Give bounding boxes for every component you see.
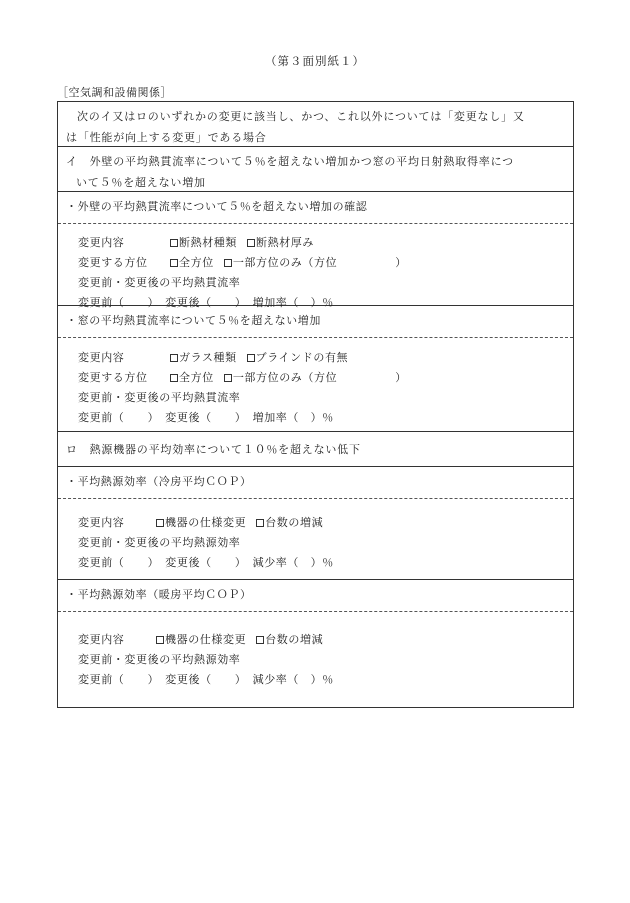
wall-content-line: [78, 233, 567, 253]
cooling-opt1-checkbox[interactable]: [156, 519, 164, 527]
wall-opt2-label: 断熱材厚み: [256, 236, 314, 249]
wall-direction-line: [78, 253, 567, 273]
page-title: （第３面別紙１）: [265, 54, 365, 68]
cooling-opt2-checkbox[interactable]: [256, 519, 264, 527]
wall-opt1-label: 断熱材種類: [179, 236, 237, 249]
intro-line-1: 次のイ又はロのいずれかの変更に該当し、かつ、これ以外については「変更なし」又: [77, 110, 525, 123]
cooling-content-label: 変更内容: [78, 516, 125, 529]
window-dir-opt1-label: 全方位: [179, 371, 214, 384]
window-block: [58, 306, 573, 432]
wall-dir-label: 変更する方位: [78, 256, 148, 269]
item-i-row: [58, 147, 573, 192]
cooling-values-line[interactable]: 変更前（ ） 変更後（ ） 減少率（ ）％: [78, 556, 334, 569]
heating-before-after-label: 変更前・変更後の平均熱源効率: [78, 653, 241, 666]
intro-row: [58, 102, 573, 147]
heating-heading: ・平均熱源効率（暖房平均ＣＯＰ）: [58, 580, 573, 612]
cooling-content-line: [78, 513, 567, 533]
window-values-line[interactable]: 変更前（ ） 変更後（ ） 増加率（ ）％: [78, 411, 334, 424]
item-ro-row: [58, 432, 573, 467]
window-opt1-label: ガラス種類: [179, 351, 237, 364]
heating-content-label: 変更内容: [78, 633, 125, 646]
wall-dir-opt1-label: 全方位: [179, 256, 214, 269]
wall-block: [58, 192, 573, 309]
window-opt1-checkbox[interactable]: [170, 354, 178, 362]
heating-block: [58, 580, 573, 707]
window-dir-opt2-checkbox[interactable]: [224, 374, 232, 382]
cooling-heading: ・平均熱源効率（冷房平均ＣＯＰ）: [58, 467, 573, 499]
window-dir-label: 変更する方位: [78, 371, 148, 384]
window-content-line: [78, 348, 567, 368]
cooling-before-after-label: 変更前・変更後の平均熱源効率: [78, 536, 241, 549]
intro-line-2: は「性能が向上する変更」である場合: [66, 131, 267, 144]
window-opt2-label: ブラインドの有無: [255, 351, 349, 364]
item-ro-text: ロ 熱源機器の平均効率について１０％を超えない低下: [66, 443, 361, 456]
item-i-line-1: イ 外壁の平均熱貫流率について５％を超えない増加かつ窓の平均日射熱取得率につ: [66, 155, 514, 168]
heating-opt2-label: 台数の増減: [265, 633, 324, 646]
wall-opt1-checkbox[interactable]: [170, 239, 178, 247]
section-label: ［空気調和設備関係］: [57, 86, 172, 99]
window-before-after-label: 変更前・変更後の平均熱貫流率: [78, 391, 241, 404]
wall-dir-opt1-checkbox[interactable]: [170, 259, 178, 267]
cooling-block: [58, 467, 573, 580]
heating-opt2-checkbox[interactable]: [256, 636, 264, 644]
window-dir-opt2-label: 一部方位のみ（方位 ）: [232, 371, 407, 384]
wall-content-label: 変更内容: [78, 236, 125, 249]
wall-heading: ・外壁の平均熱貫流率について５％を超えない増加の確認: [58, 192, 573, 224]
cooling-opt2-label: 台数の増減: [265, 516, 324, 529]
wall-dir-opt2-label: 一部方位のみ（方位 ）: [232, 256, 407, 269]
heating-opt1-label: 機器の仕様変更: [165, 633, 247, 646]
item-i-line-2: いて５％を超えない増加: [76, 176, 206, 189]
heating-content-line: [78, 630, 567, 650]
heating-opt1-checkbox[interactable]: [156, 636, 164, 644]
wall-values-line[interactable]: 変更前（ ） 変更後（ ） 増加率（ ）％: [78, 296, 334, 309]
window-heading: ・窓の平均熱貫流率について５％を超えない増加: [58, 306, 573, 338]
wall-before-after-label: 変更前・変更後の平均熱貫流率: [78, 276, 241, 289]
window-opt2-checkbox[interactable]: [247, 354, 255, 362]
window-dir-opt1-checkbox[interactable]: [170, 374, 178, 382]
window-direction-line: [78, 368, 567, 388]
wall-dir-opt2-checkbox[interactable]: [224, 259, 232, 267]
cooling-opt1-label: 機器の仕様変更: [165, 516, 247, 529]
form-table: [57, 101, 574, 708]
window-content-label: 変更内容: [78, 351, 125, 364]
wall-opt2-checkbox[interactable]: [247, 239, 255, 247]
heating-values-line[interactable]: 変更前（ ） 変更後（ ） 減少率（ ）％: [78, 673, 334, 686]
